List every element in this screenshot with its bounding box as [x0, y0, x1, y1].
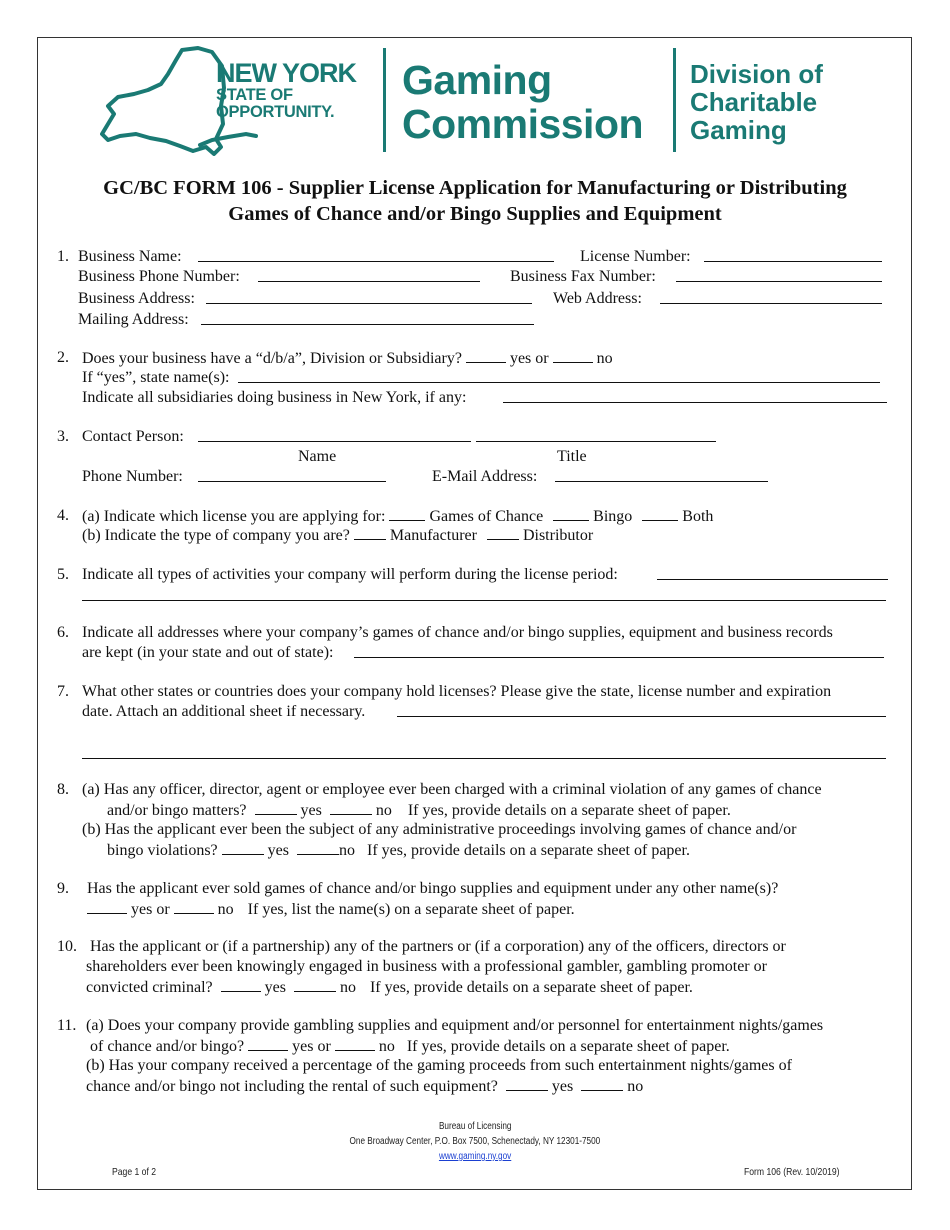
q5-field-line2[interactable]: [82, 586, 886, 601]
both-field[interactable]: [642, 506, 678, 521]
contact-email-field[interactable]: [555, 467, 768, 482]
footer-website-link[interactable]: www.gaming.ny.gov: [438, 1151, 512, 1162]
q11a-no-label: no: [378, 1038, 395, 1055]
q5-question: Indicate all types of activities your company will perform during the license period:: [82, 566, 618, 583]
contact-phone-label: Phone Number:: [82, 468, 183, 485]
business-fax-field[interactable]: [676, 267, 882, 282]
business-name-field[interactable]: [198, 247, 554, 262]
q9-line1: Has the applicant ever sold games of chance and/or bingo supplies and equipment under any other name(s)?: [87, 880, 779, 897]
q11b-no-field[interactable]: [581, 1076, 623, 1091]
q7-field-line2[interactable]: [82, 744, 886, 759]
nys-logo-text: [216, 60, 356, 120]
q8a-no-field[interactable]: [330, 800, 372, 815]
q2-yes-field[interactable]: [466, 348, 506, 363]
division-line1: Division of: [690, 59, 823, 89]
q11b-no-label: no: [627, 1078, 644, 1095]
q6-number: 6.: [57, 624, 69, 641]
q2-no-field[interactable]: [553, 348, 593, 363]
manufacturer-field[interactable]: [354, 525, 386, 540]
q8b-line1: (b) Has the applicant ever been the subject of any administrative proceedings involving games of chance and/or: [82, 821, 797, 838]
distributor-label: Distributor: [522, 527, 594, 544]
q10-number: 10.: [57, 938, 77, 955]
q11a-yes-label: yes or: [292, 1038, 331, 1055]
q8a-yes-field[interactable]: [255, 800, 297, 815]
q11a-yes-field[interactable]: [248, 1036, 288, 1051]
both-label: Both: [682, 508, 714, 525]
header-divider: [383, 48, 386, 152]
q6-line1: Indicate all addresses where your company’s games of chance and/or bingo supplies, equipment and business records: [82, 624, 833, 641]
license-number-field[interactable]: [704, 247, 882, 262]
q8b-tail: If yes, provide details on a separate sheet of paper.: [366, 842, 690, 859]
distributor-field[interactable]: [487, 525, 519, 540]
q9-yes-label: yes or: [131, 901, 170, 918]
form-revision: Form 106 (Rev. 10/2019): [744, 1166, 840, 1178]
q10-no-field[interactable]: [294, 977, 336, 992]
manufacturer-label: Manufacturer: [389, 527, 477, 544]
q10-no-label: no: [339, 979, 356, 996]
q10-line3: convicted criminal?: [86, 979, 213, 996]
footer-address: One Broadway Center, P.O. Box 7500, Schenectady, NY 12301-7500: [349, 1136, 601, 1147]
header-divider: [673, 48, 676, 152]
q2-subsidiaries-field[interactable]: [503, 388, 887, 403]
games-of-chance-field[interactable]: [389, 506, 425, 521]
contact-email-label: E-Mail Address:: [432, 468, 538, 485]
q8a-yes-label: yes: [300, 802, 322, 819]
q2-number: 2.: [57, 349, 69, 366]
division-logo: [690, 60, 823, 144]
q11b-yes-label: yes: [551, 1078, 574, 1095]
web-address-field[interactable]: [660, 289, 882, 304]
mailing-address-label: Mailing Address:: [78, 311, 189, 328]
contact-person-label: Contact Person:: [82, 428, 184, 445]
q1-number: 1.: [57, 248, 69, 265]
business-fax-label: Business Fax Number:: [510, 268, 656, 285]
q2-names-field[interactable]: [238, 368, 880, 383]
games-of-chance-label: Games of Chance: [429, 508, 544, 525]
q8a-line2: and/or bingo matters?: [107, 802, 247, 819]
q2-if-yes-label: If “yes”, state name(s):: [82, 369, 230, 386]
q11a-tail: If yes, provide details on a separate sheet of paper.: [406, 1038, 730, 1055]
q9-number: 9.: [57, 880, 69, 897]
q8a-tail: If yes, provide details on a separate sheet of paper.: [407, 802, 731, 819]
contact-name-field[interactable]: [198, 427, 471, 442]
q11b-line2: chance and/or bingo not including the rental of such equipment?: [86, 1078, 498, 1095]
q8a-line1: (a) Has any officer, director, agent or employee ever been charged with a criminal violation of any games of chance: [82, 781, 822, 798]
q8b-no-label: no: [338, 842, 355, 859]
q3-number: 3.: [57, 428, 69, 445]
license-number-label: License Number:: [580, 248, 691, 265]
name-caption: Name: [298, 448, 337, 465]
q9-no-label: no: [217, 901, 234, 918]
nys-line1: NEW YORK: [216, 58, 357, 88]
q11a-no-field[interactable]: [335, 1036, 375, 1051]
nys-line3: OPPORTUNITY.: [216, 102, 335, 121]
q9-no-field[interactable]: [174, 899, 214, 914]
q8b-yes-label: yes: [267, 842, 289, 859]
title-caption: Title: [557, 448, 587, 465]
q4-number: 4.: [57, 507, 69, 524]
q6-line2: are kept (in your state and out of state):: [82, 644, 334, 661]
q8b-no-field[interactable]: [297, 840, 339, 855]
bingo-label: Bingo: [593, 508, 633, 525]
q5-number: 5.: [57, 566, 69, 583]
business-address-label: Business Address:: [78, 290, 195, 307]
form-title-line1: GC/BC FORM 106 - Supplier License Application for Manufacturing or Distributing: [103, 177, 847, 199]
mailing-address-field[interactable]: [201, 310, 534, 325]
footer-bureau: Bureau of Licensing: [438, 1121, 512, 1132]
gaming-line2: Commission: [402, 101, 644, 147]
page-number: Page 1 of 2: [112, 1166, 157, 1178]
business-phone-field[interactable]: [258, 267, 480, 282]
gaming-commission-logo: [402, 58, 643, 146]
q10-tail: If yes, provide details on a separate sheet of paper.: [369, 979, 693, 996]
q2-subsidiaries-label: Indicate all subsidiaries doing business in New York, if any:: [82, 389, 467, 406]
q2-no-label: no: [596, 350, 613, 367]
q7-line2: date. Attach an additional sheet if necessary.: [82, 703, 366, 720]
q2-question: Does your business have a “d/b/a”, Division or Subsidiary?: [82, 350, 462, 367]
web-address-label: Web Address:: [553, 290, 642, 307]
q8-number: 8.: [57, 781, 69, 798]
bingo-field[interactable]: [553, 506, 589, 521]
q6-field[interactable]: [354, 643, 884, 658]
business-phone-label: Business Phone Number:: [78, 268, 240, 285]
q11b-yes-field[interactable]: [506, 1076, 548, 1091]
q11a-line1: (a) Does your company provide gambling supplies and equipment and/or personnel for entertainment nights/games: [86, 1017, 824, 1034]
nys-line2: STATE OF: [216, 86, 293, 104]
q7-line1: What other states or countries does your company hold licenses? Please give the state, license number and expiration: [82, 683, 832, 700]
q4a-question: (a) Indicate which license you are applying for:: [82, 508, 386, 525]
gaming-line1: Gaming: [402, 57, 552, 103]
q4b-question: (b) Indicate the type of company you are?: [82, 527, 350, 544]
form-title-line2: Games of Chance and/or Bingo Supplies and Equipment: [228, 203, 722, 225]
q11a-line2: of chance and/or bingo?: [90, 1038, 245, 1055]
q7-field[interactable]: [397, 702, 886, 717]
division-line2: Charitable: [690, 87, 818, 117]
q2-yes-label: yes or: [509, 350, 549, 367]
business-address-field[interactable]: [206, 289, 532, 304]
q5-field[interactable]: [657, 565, 888, 580]
division-line3: Gaming: [690, 115, 787, 145]
q10-yes-label: yes: [264, 979, 286, 996]
q10-line1: Has the applicant or (if a partnership) any of the partners or (if a corporation) any of the officers, directors or: [90, 938, 786, 955]
q7-number: 7.: [57, 683, 69, 700]
contact-phone-field[interactable]: [198, 467, 386, 482]
q9-yes-field[interactable]: [87, 899, 127, 914]
q8b-yes-field[interactable]: [222, 840, 264, 855]
footer-website-row: [0, 1151, 950, 1162]
q11-number: 11.: [57, 1017, 77, 1034]
contact-title-field[interactable]: [476, 427, 716, 442]
q10-yes-field[interactable]: [221, 977, 261, 992]
business-name-label: Business Name:: [78, 248, 182, 265]
q11b-line1: (b) Has your company received a percentage of the gaming proceeds from such entertainment nights/games of: [86, 1057, 792, 1074]
q9-tail: If yes, list the name(s) on a separate sheet of paper.: [247, 901, 575, 918]
q8b-line2: bingo violations?: [107, 842, 218, 859]
q8a-no-label: no: [375, 802, 392, 819]
form-title: [40, 175, 910, 227]
q10-line2: shareholders ever been knowingly engaged in business with a professional gambler, gambling promoter or: [86, 958, 767, 975]
